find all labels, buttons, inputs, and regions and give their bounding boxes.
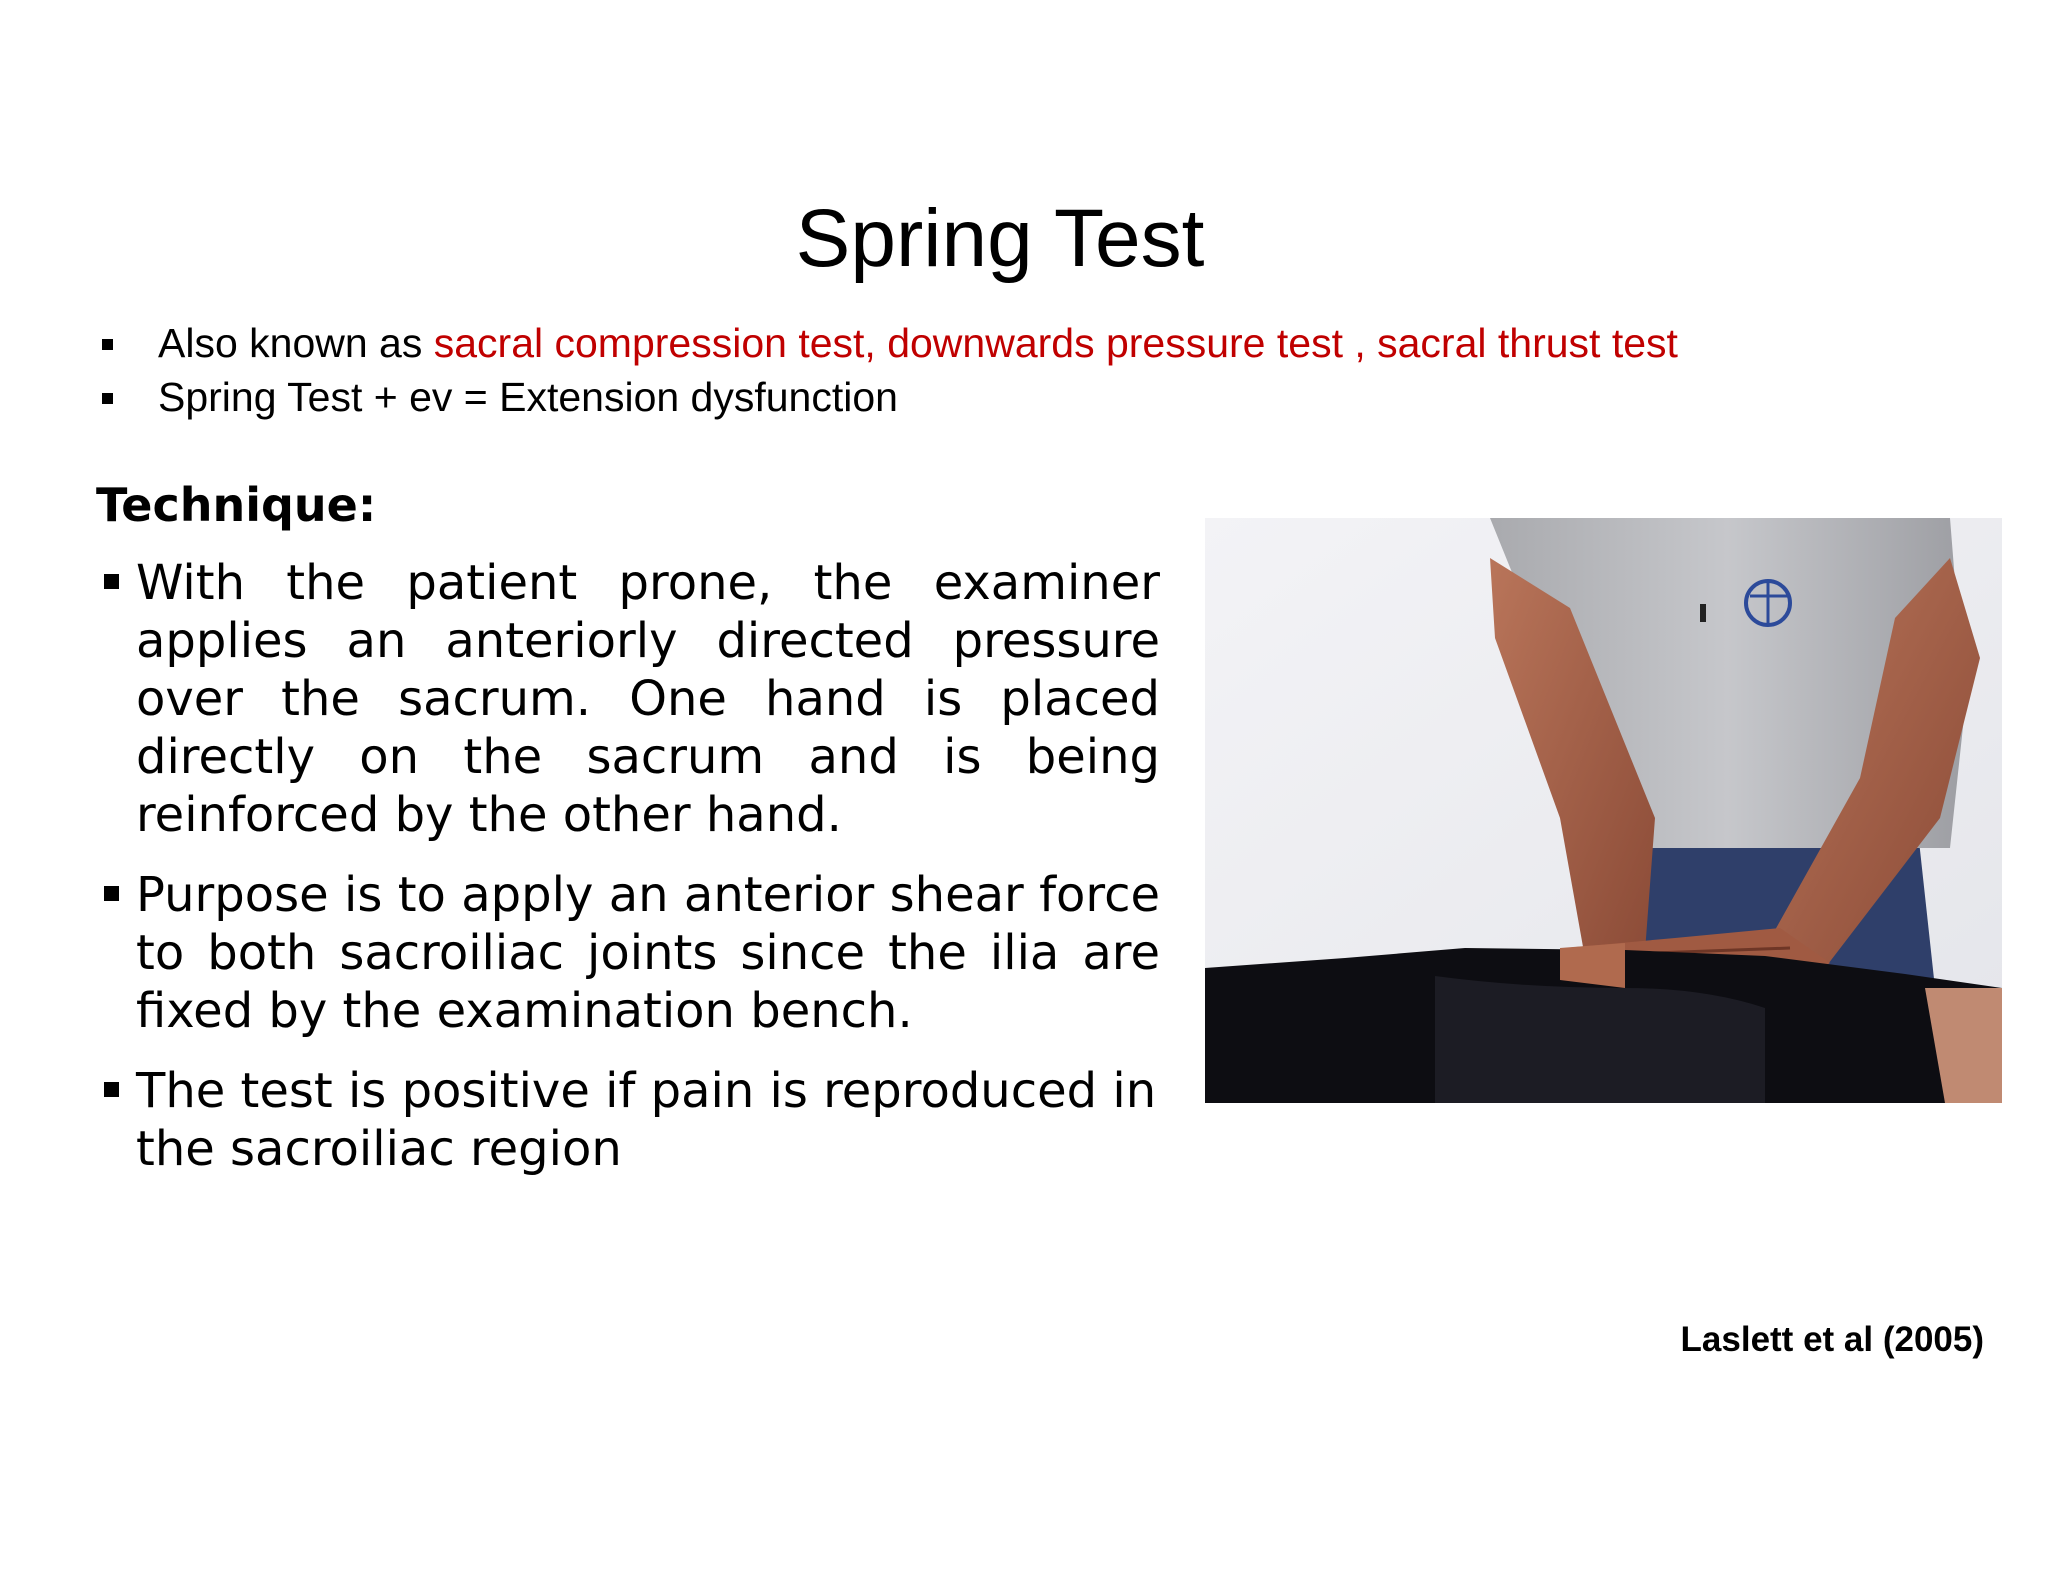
spring-test-photo [1205, 518, 2002, 1103]
intro-text: Also known as [158, 320, 434, 366]
slide-title: Spring Test [795, 193, 1205, 284]
intro-bullet-also-known-as [98, 316, 1998, 370]
technique-point-procedure: With the patient prone, the examiner applies an anteriorly directed pressure over the sacrum. One hand is placed directly on the sacrum and is being reinforced by the other hand. [100, 554, 1160, 844]
technique-point-list [100, 554, 1160, 1200]
technique-point-positive-result: The test is positive if pain is reproduced in the sacroiliac region [100, 1062, 1160, 1178]
citation: Laslett et al (2005) [1680, 1320, 1984, 1359]
intro-text: Spring Test + ev = Extension dysfunction [158, 374, 898, 420]
intro-bullet-extension-dysfunction [98, 370, 1998, 424]
technique-point-purpose: Purpose is to apply an anterior shear force to both sacroiliac joints since the ilia are fixed by the examination bench. [100, 866, 1160, 1040]
alternative-names: sacral compression test, downwards pressure test , sacral thrust test [433, 320, 1678, 366]
intro-bullet-list [98, 316, 1998, 424]
technique-heading: Technique: [96, 478, 377, 532]
